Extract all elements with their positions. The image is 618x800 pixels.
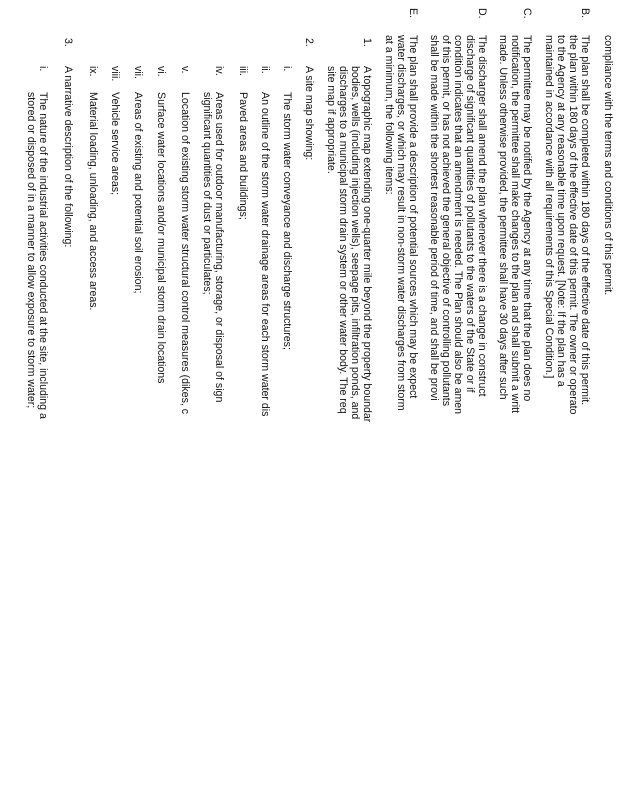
item-2-v-text: Location of existing storm water structural control measures (dikes, c bbox=[179, 92, 191, 415]
section-e-line-3: at a minimum, the following items: bbox=[383, 35, 395, 195]
item-3-heading: A narrative description of the following: bbox=[62, 66, 74, 248]
item-2-ii-text: An outline of the storm water drainage areas for each storm water dis bbox=[259, 92, 271, 417]
section-d-line-1: The discharger shall amend the plan whenever there is a change in construct bbox=[476, 35, 488, 397]
item-2-vii-label: vii. bbox=[132, 66, 144, 79]
item-2-heading: A site map showing: bbox=[303, 66, 315, 161]
item-2-label: 2. bbox=[303, 38, 315, 47]
item-2-iv-text-cont: significant quantities of dust or particulates; bbox=[201, 92, 213, 295]
section-c-line-1: The permittee may be notified by the Agency at any time that the plan does no bbox=[521, 35, 533, 402]
item-2-iii-label: iii. bbox=[237, 66, 249, 77]
section-b-label: B. bbox=[579, 8, 591, 19]
section-c-line-2: notification, the permittee shall make changes to the plan and shall submit a writt bbox=[509, 35, 521, 414]
section-d-line-3: condition indicates that an amendment is needed. The Plan should also be amen bbox=[452, 35, 464, 415]
item-2-ii-label: ii. bbox=[259, 66, 271, 74]
section-b-line-3: to the Agency at any reasonable time upon request. [Note: If the plan has a bbox=[555, 35, 567, 387]
section-c-line-3: made. Unless otherwise provided, the permittee shall have 30 days after such bbox=[497, 35, 509, 400]
item-2-i-text: The storm water conveyance and discharge structures; bbox=[281, 92, 293, 350]
section-e-line-1: The plan shall provide a description of potential sources which may be expect bbox=[407, 35, 419, 399]
item-2-vi-text: Surface water locations and/or municipal storm drain locations bbox=[155, 92, 167, 384]
item-3-i-text-cont: stored or disposed of in a manner to allow exposure to storm water; bbox=[25, 92, 37, 409]
intro-line: compliance with the terms and conditions of this permit. bbox=[602, 35, 614, 296]
section-d-line-4: of this permit, or has not achieved the general objective of controlling pollutants bbox=[440, 35, 452, 406]
section-e-label: E. bbox=[407, 8, 419, 19]
item-1-line-4: site map if appropriate. bbox=[325, 66, 337, 174]
item-2-ix-text: Material loading, unloading, and access areas. bbox=[87, 92, 99, 311]
item-2-viii-text: Vehicle service areas; bbox=[109, 92, 121, 196]
item-1-line-3: discharges to a municipal storm drain system or other water body. The req bbox=[337, 66, 349, 414]
item-2-iv-text: Areas used for outdoor manufacturing, storage, or disposal of sign bbox=[213, 92, 225, 403]
item-1-line-2: bodies, wells (including injection wells), seepage pits, infiltration ponds, and bbox=[349, 66, 361, 420]
item-2-vii-text: Areas of existing and potential soil erosion; bbox=[132, 92, 144, 294]
item-2-v-label: v. bbox=[179, 66, 191, 74]
item-2-iv-label: iv. bbox=[213, 66, 225, 76]
item-3-label: 3. bbox=[62, 38, 74, 47]
section-c-label: C. bbox=[521, 8, 533, 19]
item-2-viii-label: viii. bbox=[109, 66, 121, 82]
section-d-label: D. bbox=[476, 8, 488, 19]
section-d-line-2: discharge of significant quantities of pollutants to the waters of the State or if bbox=[464, 35, 476, 393]
section-b-line-2: the plan within 180 days of the effective date of this permit. The owner or operato bbox=[567, 35, 579, 415]
item-1-label: 1. bbox=[361, 38, 373, 47]
section-e-line-2: water discharges, or which may result in non-storm water discharges from storm bbox=[395, 35, 407, 411]
item-2-iii-text: Paved areas and buildings; bbox=[237, 92, 249, 220]
section-b-line-4: maintained in accordance with all requirements of this Special Condition.] bbox=[543, 35, 555, 379]
section-b-line-1: The plan shall be completed within 180 days of the effective date of this permit. bbox=[579, 35, 591, 406]
item-1-line-1: A topographic map extending one-quarter mile beyond the property boundar bbox=[361, 66, 373, 423]
section-d-line-5: shall be made within the shortest reasonable period of time, and shall be provi bbox=[428, 35, 440, 401]
item-2-vi-label: vi. bbox=[155, 66, 167, 77]
item-3-i-label: i. bbox=[37, 66, 49, 72]
item-3-i-text: The nature of the industrial activities conducted at the site, including a bbox=[37, 92, 49, 419]
item-2-i-label: i. bbox=[281, 66, 293, 72]
item-2-ix-label: ix. bbox=[87, 66, 99, 77]
